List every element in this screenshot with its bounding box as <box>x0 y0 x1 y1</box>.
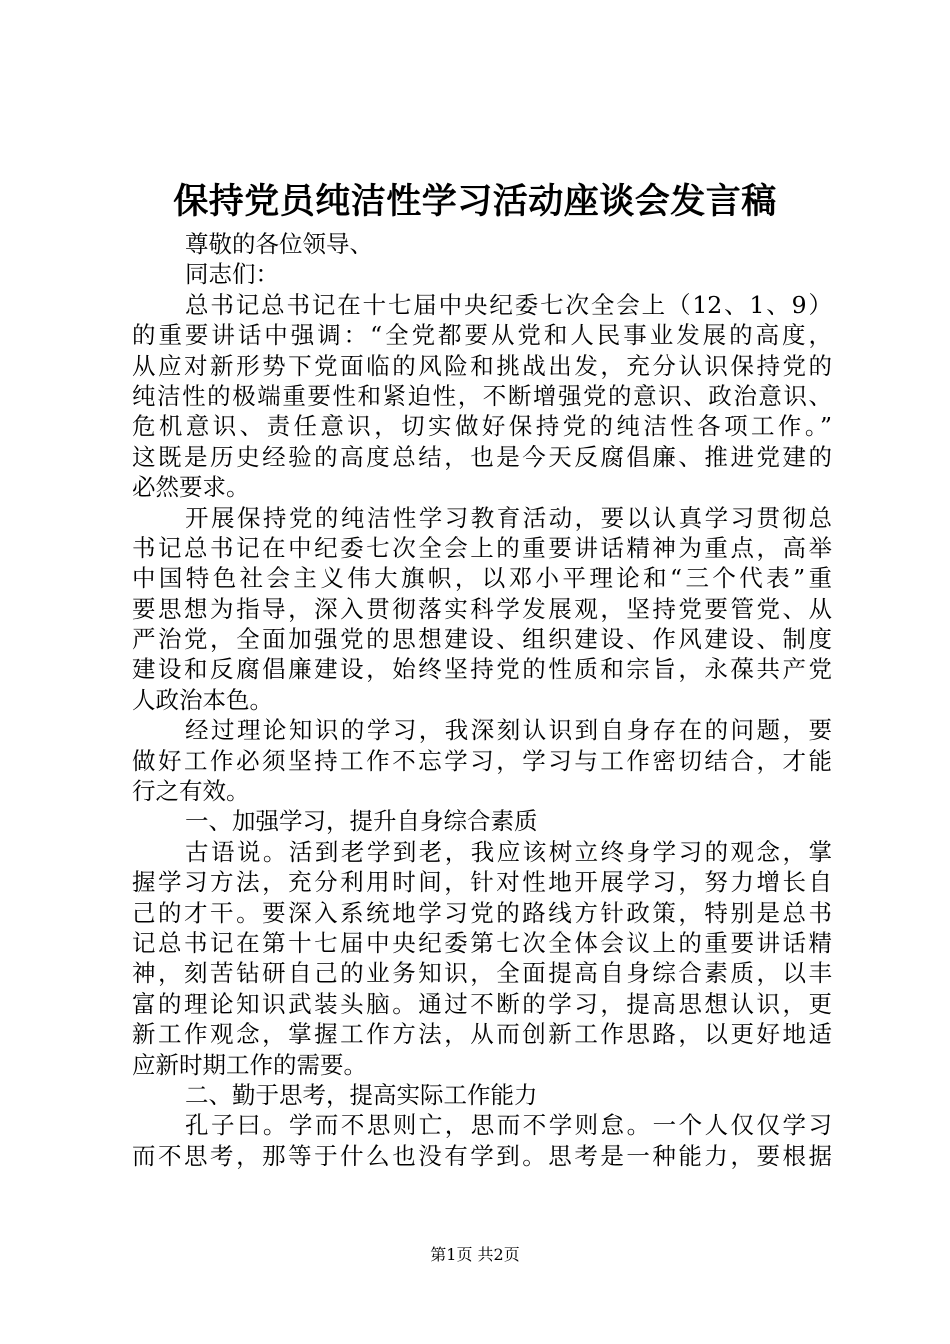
body-line: 同志们： <box>185 260 279 289</box>
body-line: 建设和反腐倡廉建设，始终坚持党的性质和宗旨，永葆共产党 <box>132 655 832 684</box>
body-line: 经过理论知识的学习，我深刻认识到自身存在的问题，要 <box>185 716 832 745</box>
body-line: 开展保持党的纯洁性学习教育活动，要以认真学习贯彻总 <box>185 503 832 532</box>
body-line: 从应对新形势下党面临的风险和挑战出发，充分认识保持党的 <box>132 351 832 380</box>
body-line: 的重要讲话中强调：“全党都要从党和人民事业发展的高度， <box>132 321 832 350</box>
body-line: 己的才干。要深入系统地学习党的路线方针政策，特别是总书 <box>132 898 832 927</box>
body-line: 纯洁性的极端重要性和紧迫性，不断增强党的意识、政治意识、 <box>132 381 832 410</box>
body-line: 严治党，全面加强党的思想建设、组织建设、作风建设、制度 <box>132 625 832 654</box>
body-line: 行之有效。 <box>132 777 250 806</box>
body-line: 人政治本色。 <box>132 685 273 714</box>
body-line: 要思想为指导，深入贯彻落实科学发展观，坚持党要管党、从 <box>132 594 832 623</box>
document-body <box>132 229 832 1171</box>
body-line: 新工作观念，掌握工作方法，从而创新工作思路，以更好地适 <box>132 1020 832 1049</box>
body-line: 这既是历史经验的高度总结，也是今天反腐倡廉、推进党建的 <box>132 442 832 471</box>
body-line: 书记总书记在中纪委七次全会上的重要讲话精神为重点，高举 <box>132 533 832 562</box>
body-line: 一、加强学习，提升自身综合素质 <box>185 807 538 836</box>
body-line: 总书记总书记在十七届中央纪委七次全会上（12、1、9） <box>185 290 832 319</box>
page-footer: 第1页 共2页 <box>430 1245 520 1264</box>
body-line: 应新时期工作的需要。 <box>132 1050 367 1079</box>
body-line: 中国特色社会主义伟大旗帜，以邓小平理论和“三个代表”重 <box>132 564 832 593</box>
body-line: 富的理论知识武装头脑。通过不断的学习，提高思想认识，更 <box>132 989 832 1018</box>
body-line: 必然要求。 <box>132 473 250 502</box>
body-line: 孔子曰。学而不思则亡，思而不学则怠。一个人仅仅学习 <box>185 1111 832 1140</box>
body-line: 记总书记在第十七届中央纪委第七次全体会议上的重要讲话精 <box>132 928 832 957</box>
body-line: 神，刻苦钻研自己的业务知识，全面提高自身综合素质，以丰 <box>132 959 832 988</box>
body-line: 尊敬的各位领导、 <box>185 230 373 258</box>
document-title: 保持党员纯洁性学习活动座谈会发言稿 <box>173 181 777 222</box>
body-line: 握学习方法，充分利用时间，针对性地开展学习，努力增长自 <box>132 868 832 897</box>
body-line: 而不思考，那等于什么也没有学到。思考是一种能力，要根据 <box>132 1141 832 1170</box>
body-line: 古语说。活到老学到老，我应该树立终身学习的观念，掌 <box>185 837 832 866</box>
body-line: 危机意识、责任意识，切实做好保持党的纯洁性各项工作。” <box>132 412 832 441</box>
body-line: 二、勤于思考，提高实际工作能力 <box>185 1080 538 1109</box>
body-line: 做好工作必须坚持工作不忘学习，学习与工作密切结合，才能 <box>132 746 832 775</box>
